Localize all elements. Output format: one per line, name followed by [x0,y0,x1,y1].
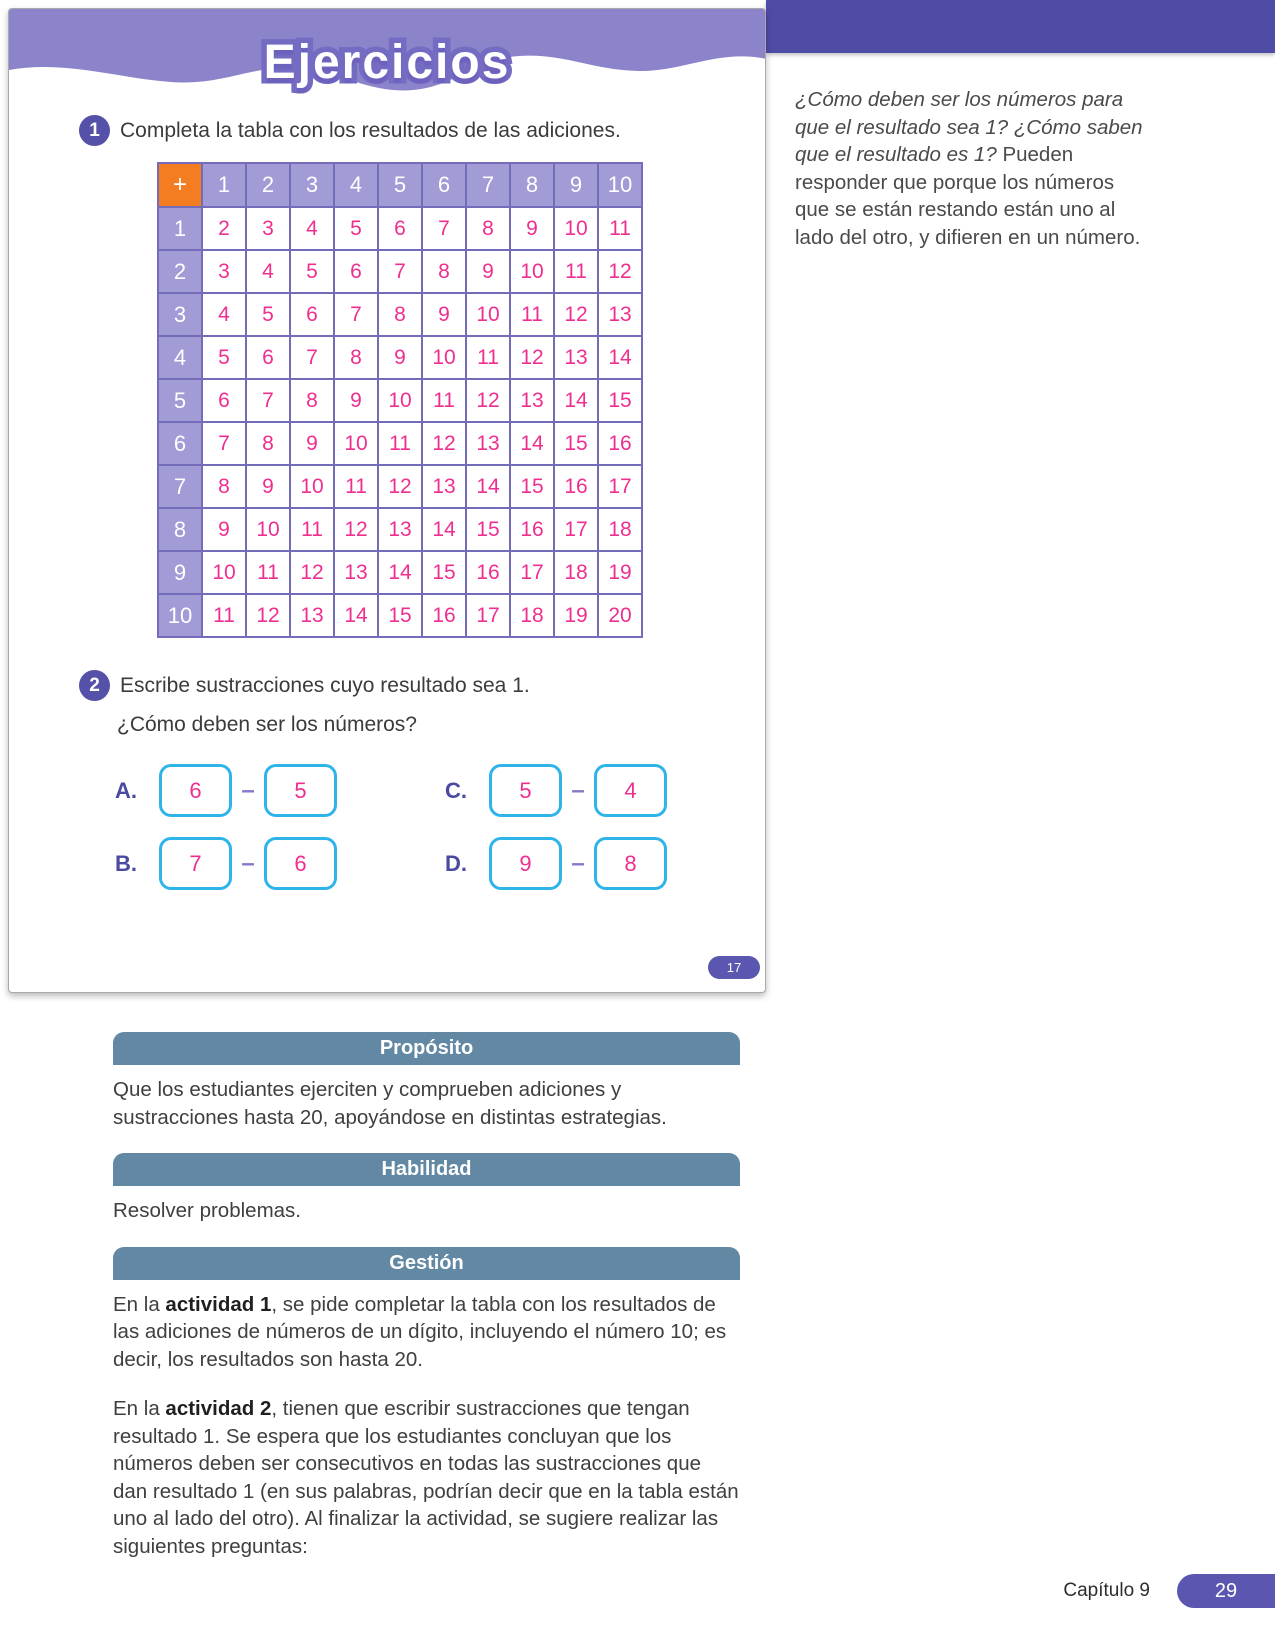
sum-cell: 11 [422,379,466,422]
subtraction-item-b [115,837,337,890]
activity-1-header [79,115,621,146]
sum-cell: 14 [422,508,466,551]
sum-cell: 10 [554,207,598,250]
sum-cell: 15 [554,422,598,465]
section-header-habilidad: Habilidad [113,1153,740,1186]
activity-1-instruction: Completa la tabla con los resultados de las adiciones. [120,118,621,142]
col-header-cell: 4 [334,163,378,207]
sum-cell: 12 [554,293,598,336]
margin-note-regular-text: Pueden responder que porque los números que se están restando están uno al lado del otro, y difieren en un número. [795,143,1141,249]
subtrahend-box: 4 [594,764,667,817]
sum-cell: 17 [510,551,554,594]
top-right-banner [766,0,1275,53]
sum-cell: 11 [510,293,554,336]
sum-cell: 12 [290,551,334,594]
student-book-page [8,8,766,993]
sum-cell: 8 [422,250,466,293]
sum-cell: 6 [334,250,378,293]
sum-cell: 12 [422,422,466,465]
sum-cell: 6 [246,336,290,379]
sum-cell: 8 [246,422,290,465]
sum-cell: 4 [290,207,334,250]
col-header-cell: 1 [202,163,246,207]
sum-cell: 8 [334,336,378,379]
col-header-cell: 10 [598,163,642,207]
minus-sign: – [571,849,585,877]
section-paragraph: En la actividad 2, tienen que escribir sustracciones que tengan resultado 1. Se espera que los estudiantes concluyan que los números deben ser consecutivos en todas las sustracciones que dan resultado 1 (en sus palabras, podrían decir que en la tabla están uno al lado del otro). Al finalizar la actividad, se sugiere realizar las siguientes preguntas: [113,1397,739,1558]
sum-cell: 11 [246,551,290,594]
sum-cell: 10 [378,379,422,422]
sum-cell: 17 [554,508,598,551]
sum-cell: 3 [246,207,290,250]
sum-cell: 14 [334,594,378,637]
sum-cell: 5 [202,336,246,379]
sum-cell: 13 [510,379,554,422]
book-page-number-pill: 29 [1177,1574,1275,1608]
sum-cell: 13 [598,293,642,336]
activity-2-header [79,670,530,701]
chapter-label: Capítulo 9 [1063,1580,1150,1601]
sum-cell: 13 [554,336,598,379]
sum-cell: 11 [290,508,334,551]
student-page-number-tab: 17 [708,956,760,979]
section-header-gestion: Gestión [113,1247,740,1280]
sum-cell: 14 [554,379,598,422]
teacher-sections [113,1032,740,1584]
sum-cell: 13 [334,551,378,594]
sum-cell: 11 [334,465,378,508]
sum-cell: 9 [290,422,334,465]
sum-cell: 16 [466,551,510,594]
sum-cell: 12 [510,336,554,379]
subtraction-item-a [115,764,337,817]
row-header-cell: 3 [158,293,202,336]
sum-cell: 6 [378,207,422,250]
sum-cell: 6 [202,379,246,422]
section-header-proposito: Propósito [113,1032,740,1065]
section-paragraph: Resolver problemas. [113,1199,301,1222]
activity-2-instruction: Escribe sustracciones cuyo resultado sea 1. [120,673,530,697]
activity-1-number-badge: 1 [79,115,110,146]
sum-cell: 11 [554,250,598,293]
sum-cell: 13 [466,422,510,465]
minus-sign: – [241,849,255,877]
sum-cell: 13 [378,508,422,551]
sum-cell: 8 [290,379,334,422]
sum-cell: 15 [422,551,466,594]
sum-cell: 9 [510,207,554,250]
sum-cell: 10 [246,508,290,551]
sum-cell: 15 [466,508,510,551]
row-header-cell: 5 [158,379,202,422]
col-header-cell: 7 [466,163,510,207]
item-label: D. [445,850,467,876]
section-paragraph: En la actividad 1, se pide completar la tabla con los resultados de las adiciones de números de un dígito, incluyendo el número 10; es decir, los resultados son hasta 20. [113,1292,727,1371]
sum-cell: 10 [334,422,378,465]
col-header-cell: 5 [378,163,422,207]
sum-cell: 7 [422,207,466,250]
sum-cell: 9 [378,336,422,379]
col-header-cell: 9 [554,163,598,207]
sum-cell: 8 [378,293,422,336]
sum-cell: 19 [554,594,598,637]
sum-cell: 9 [334,379,378,422]
minuend-box: 6 [159,764,232,817]
minuend-box: 7 [159,837,232,890]
subtrahend-box: 8 [594,837,667,890]
sum-cell: 11 [466,336,510,379]
sum-cell: 10 [466,293,510,336]
plus-operator-cell: + [158,163,202,207]
sum-cell: 6 [290,293,334,336]
activity-2-question: ¿Cómo deben ser los números? [117,713,417,736]
minuend-box: 5 [489,764,562,817]
sum-cell: 18 [598,508,642,551]
minus-sign: – [241,776,255,804]
sum-cell: 10 [290,465,334,508]
sum-cell: 14 [510,422,554,465]
sum-cell: 12 [334,508,378,551]
sum-cell: 4 [202,293,246,336]
sum-cell: 20 [598,594,642,637]
sum-cell: 2 [202,207,246,250]
sum-cell: 5 [334,207,378,250]
sum-cell: 18 [554,551,598,594]
col-header-cell: 3 [290,163,334,207]
col-header-cell: 8 [510,163,554,207]
col-header-cell: 2 [246,163,290,207]
sum-cell: 7 [290,336,334,379]
sum-cell: 16 [598,422,642,465]
row-header-cell: 6 [158,422,202,465]
sum-cell: 5 [290,250,334,293]
sum-cell: 9 [422,293,466,336]
row-header-cell: 9 [158,551,202,594]
sum-cell: 11 [202,594,246,637]
sum-cell: 9 [202,508,246,551]
minuend-box: 9 [489,837,562,890]
activity-2-number-badge: 2 [79,670,110,701]
sum-cell: 10 [510,250,554,293]
subtrahend-box: 6 [264,837,337,890]
margin-note-italic-text: ¿Cómo deben ser los números para que el resultado sea 1? ¿Cómo saben que el resultado es 1? [795,88,1143,166]
row-header-cell: 4 [158,336,202,379]
row-header-cell: 8 [158,508,202,551]
subtraction-item-c [445,764,667,817]
row-header-cell: 10 [158,594,202,637]
sum-cell: 15 [378,594,422,637]
sum-cell: 3 [202,250,246,293]
sum-cell: 16 [422,594,466,637]
minus-sign: – [571,776,585,804]
item-label: A. [115,777,137,803]
sum-cell: 12 [378,465,422,508]
subtraction-item-d [445,837,667,890]
sum-cell: 16 [554,465,598,508]
sum-cell: 10 [202,551,246,594]
section-paragraph: Que los estudiantes ejerciten y comprueben adiciones y sustracciones hasta 20, apoyándose en distintas estrategias. [113,1078,667,1129]
sum-cell: 7 [378,250,422,293]
sum-cell: 14 [598,336,642,379]
sum-cell: 12 [246,594,290,637]
sum-cell: 4 [246,250,290,293]
addition-table [157,162,643,638]
margin-note [795,86,1143,251]
sum-cell: 9 [246,465,290,508]
sum-cell: 13 [290,594,334,637]
sum-cell: 9 [466,250,510,293]
sum-cell: 8 [202,465,246,508]
sum-cell: 12 [466,379,510,422]
sum-cell: 7 [334,293,378,336]
sum-cell: 7 [246,379,290,422]
sum-cell: 16 [510,508,554,551]
sum-cell: 7 [202,422,246,465]
page-title: Ejercicios [263,36,511,89]
sum-cell: 14 [466,465,510,508]
sum-cell: 13 [422,465,466,508]
sum-cell: 18 [510,594,554,637]
sum-cell: 12 [598,250,642,293]
sum-cell: 15 [510,465,554,508]
sum-cell: 17 [598,465,642,508]
row-header-cell: 2 [158,250,202,293]
sum-cell: 19 [598,551,642,594]
sum-cell: 10 [422,336,466,379]
sum-cell: 11 [598,207,642,250]
sum-cell: 15 [598,379,642,422]
sum-cell: 17 [466,594,510,637]
sum-cell: 5 [246,293,290,336]
item-label: B. [115,850,137,876]
row-header-cell: 7 [158,465,202,508]
row-header-cell: 1 [158,207,202,250]
sum-cell: 8 [466,207,510,250]
col-header-cell: 6 [422,163,466,207]
subtrahend-box: 5 [264,764,337,817]
sum-cell: 11 [378,422,422,465]
sum-cell: 14 [378,551,422,594]
item-label: C. [445,777,467,803]
